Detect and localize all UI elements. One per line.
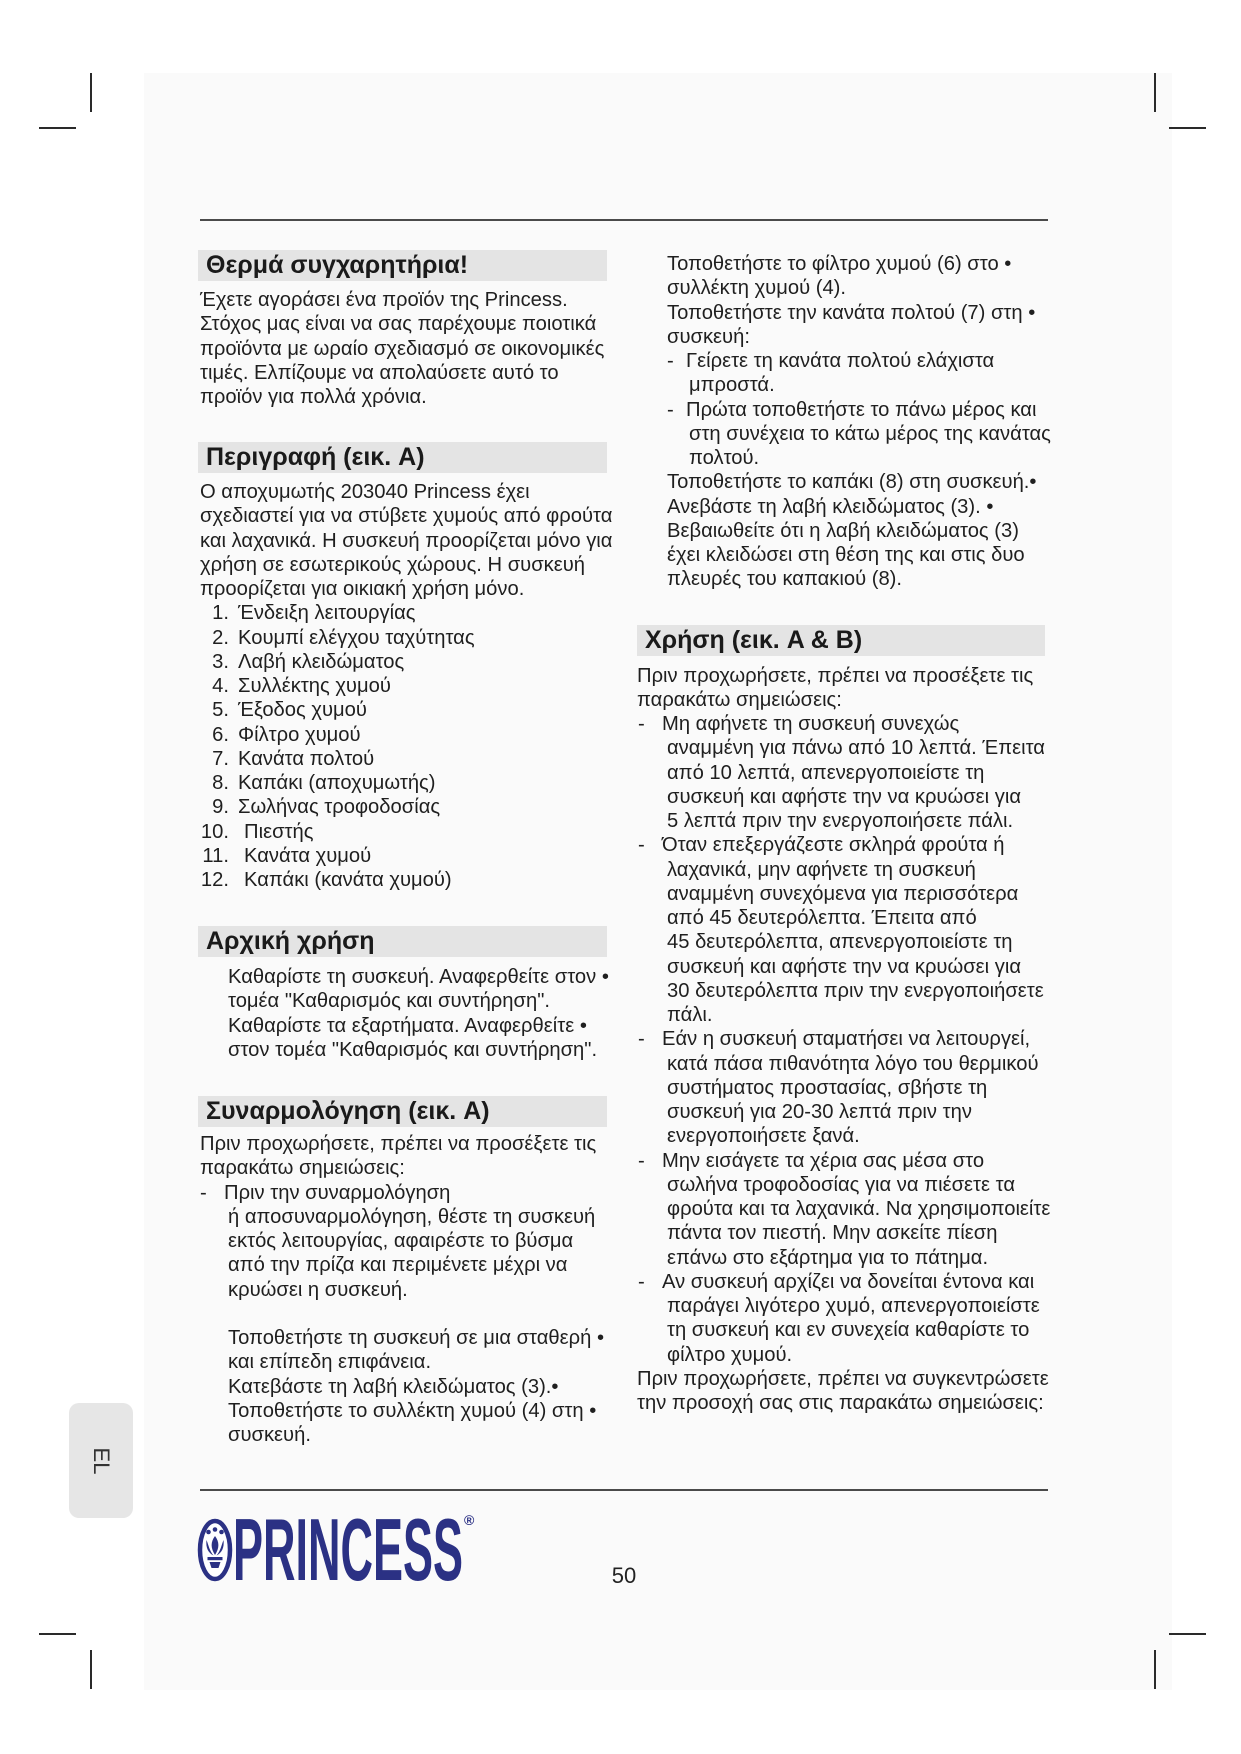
text-line: προϊόντα με ωραίο σχεδιασμό σε οικονομικές [200, 337, 605, 360]
text-line: παρακάτω σημειώσεις: [200, 1157, 405, 1180]
dash-list-item [637, 398, 1051, 422]
top-rule [200, 219, 1048, 221]
text-line: Τοποθετήστε το συλλέκτη χυμού (4) στη • [228, 1399, 597, 1422]
dash-item-text: Αν συσκευή αρχίζει να δονείται έντονα και [662, 1270, 1035, 1293]
assembly-continued-text [637, 252, 1051, 592]
assembly-text [200, 1132, 604, 1447]
part-number: 9. [212, 796, 229, 819]
part-label: Καπάκι (κανάτα χυμού) [244, 869, 452, 891]
text-line: πάντα τον πιεστή. Μην ασκείτε πίεση [667, 1222, 998, 1245]
part-list-item [200, 820, 612, 844]
dash-marker: - [667, 398, 674, 421]
text-line: συλλέκτη χυμού (4). [667, 277, 847, 300]
language-tab [69, 1403, 133, 1518]
text-line: στη συνέχεια το κάτω μέρος της κανάτας [689, 422, 1051, 445]
text-line: συσκευή. [228, 1424, 311, 1446]
section-heading-first-use [198, 926, 607, 957]
language-code: EL [89, 1447, 114, 1474]
part-number: 6. [212, 723, 229, 746]
dash-list-item [637, 349, 1051, 373]
part-label: Φίλτρο χυμού [238, 723, 361, 746]
logo-wordmark-text: PRINCESS [233, 1515, 463, 1585]
dash-item-text: Γείρετε τη κανάτα πολτού ελάχιστα [686, 350, 995, 372]
dash-marker: - [638, 834, 645, 857]
text-line: συσκευή και αφήστε την να κρυώσει για [667, 955, 1022, 978]
text-line: πλευρές του καπακιού (8). [667, 568, 903, 591]
text-line: συστήματος προστασίας, σβήστε τη [667, 1076, 988, 1099]
text-line: Στόχος μας είναι να σας παρέχουμε ποιοτικά [200, 313, 597, 336]
text-line: έχει κλειδώσει στη θέση της και στις δυο [667, 544, 1025, 566]
crop-mark-bottom-right-horizontal [1169, 1633, 1206, 1635]
text-line: Τοποθετήστε την κανάτα πολτού (7) στη • [667, 301, 1036, 324]
text-line: ενεργοποιήσετε ξανά. [667, 1125, 860, 1148]
part-number: 8. [212, 772, 229, 794]
section-heading-assembly [198, 1096, 607, 1127]
text-line: στον τομέα "Καθαρισμός και συντήρηση". [228, 1038, 598, 1061]
part-number: 4. [212, 675, 229, 697]
description-text [200, 480, 612, 892]
part-label: Κανάτα πολτού [238, 747, 375, 770]
crop-mark-top-right-horizontal [1169, 127, 1206, 129]
crop-mark-top-left-horizontal [39, 127, 76, 129]
part-number: 10. [200, 820, 229, 843]
dash-list-item [637, 1149, 1050, 1173]
text-line: συσκευή και αφήστε την να κρυώσει για [667, 785, 1022, 808]
text-line: παρακάτω σημειώσεις: [637, 688, 842, 711]
part-list-item [200, 650, 612, 674]
dash-item-text: Πριν την συναρμολόγηση [224, 1181, 451, 1204]
text-line: Ο αποχυμωτής 203040 Princess έχει [200, 481, 530, 503]
text-line: Καθαρίστε τα εξαρτήματα. Αναφερθείτε • [228, 1014, 587, 1037]
dash-list-item [637, 712, 1050, 736]
heading-text: Θερμά συγχαρητήρια! [206, 251, 469, 279]
dash-list-item [637, 833, 1050, 857]
text-line: κρυώσει η συσκευή. [228, 1278, 408, 1301]
text-line: τη συσκευή και εν συνεχεία καθαρίστε το [667, 1319, 1030, 1342]
text-line: κατά πάσα πιθανότητα λόγο του θερμικού [667, 1052, 1039, 1075]
text-line: Πριν προχωρήσετε, πρέπει να συγκεντρώσετε [637, 1367, 1049, 1390]
text-line: 45 δευτερόλεπτα, απενεργοποιείστε τη [667, 931, 1013, 954]
dash-marker: - [638, 1028, 645, 1051]
heading-text: Χρήση (εικ. A & B) [645, 626, 863, 654]
crop-mark-bottom-left-vertical [90, 1650, 92, 1689]
dash-list-item [637, 1027, 1050, 1051]
dash-marker: - [200, 1181, 207, 1204]
crop-mark-bottom-right-vertical [1154, 1650, 1156, 1689]
text-line: 5 λεπτά πριν την ενεργοποιήσετε πάλι. [667, 810, 1014, 832]
text-line: χρήση σε εσωτερικούς χώρους. Η συσκευή [200, 553, 586, 576]
part-list-item [200, 844, 612, 868]
part-list-item [200, 747, 612, 771]
dash-list-item [200, 1181, 604, 1205]
text-line: την προσοχή σας στις παρακάτω σημειώσεις: [637, 1392, 1044, 1414]
text-line: αναμμένη συνεχόμενα για περισσότερα [667, 882, 1019, 905]
part-list-item [200, 723, 612, 747]
part-list-item [200, 698, 612, 722]
section-heading-description [198, 442, 607, 473]
text-line: από 45 δευτερόλεπτα. Έπειτα από [667, 907, 977, 929]
crop-mark-top-left-vertical [90, 73, 92, 112]
text-line: Πριν προχωρήσετε, πρέπει να προσέξετε τις [637, 664, 1034, 687]
text-line: Βεβαιωθείτε ότι η λαβή κλειδώματος (3) [667, 519, 1019, 542]
dash-marker: - [667, 350, 674, 372]
text-line: φίλτρο χυμού. [667, 1343, 793, 1366]
text-line: τιμές. Ελπίζουμε να απολαύσετε αυτό το [200, 361, 559, 384]
text-line: παράγει λιγότερο χυμό, απενεργοποιείστε [667, 1295, 1040, 1317]
part-number: 3. [212, 650, 229, 673]
text-line: Ανεβάστε τη λαβή κλειδώματος (3). • [667, 495, 994, 518]
congratulations-text [200, 288, 604, 409]
part-label: Συλλέκτης χυμού [238, 675, 391, 697]
part-list-item [200, 771, 612, 795]
part-number: 2. [212, 626, 229, 649]
first-use-text [200, 965, 609, 1062]
text-line: πάλι. [667, 1004, 713, 1026]
part-list-item [200, 795, 612, 819]
page-number: 50 [611, 1563, 637, 1588]
dash-list-item [637, 1270, 1050, 1294]
text-line: από 10 λεπτά, απενεργοποιείστε τη [667, 761, 985, 784]
text-line: πολτού. [689, 447, 760, 469]
text-line: λαχανικά, μην αφήνετε τη συσκευή [667, 858, 976, 881]
text-line: 30 δευτερόλεπτα πριν την ενεργοποιήσετε [667, 979, 1044, 1002]
bottom-rule [200, 1489, 1048, 1491]
text-line: Τοποθετήστε το φίλτρο χυμού (6) στο • [667, 253, 1012, 275]
part-list-item [200, 674, 612, 698]
use-text [637, 664, 1050, 1416]
princess-logo-wordmark [233, 1515, 465, 1585]
dash-marker: - [638, 713, 645, 735]
crop-mark-bottom-left-horizontal [39, 1633, 76, 1635]
registered-mark: ® [464, 1512, 475, 1528]
text-line: Πριν προχωρήσετε, πρέπει να προσέξετε τις [200, 1133, 597, 1155]
text-line: και επίπεδη επιφάνεια. [228, 1351, 432, 1374]
part-list-item [200, 626, 612, 650]
crop-mark-top-right-vertical [1154, 73, 1156, 112]
text-line: σωλήνα τροφοδοσίας για να πιέσετε τα [667, 1173, 1015, 1196]
text-line: τομέα "Καθαρισμός και συντήρηση". [228, 990, 550, 1013]
text-line: Έχετε αγοράσει ένα προϊόν της Princess. [200, 289, 568, 311]
part-number: 1. [212, 602, 229, 625]
part-label: Καπάκι (αποχυμωτής) [238, 772, 436, 794]
part-label: Κανάτα χυμού [244, 844, 372, 867]
heading-text: Συναρμολόγηση (εικ. A) [206, 1097, 490, 1125]
part-label: Έξοδος χυμού [238, 699, 367, 722]
part-label: Ένδειξη λειτουργίας [238, 602, 416, 625]
part-label: Πιεστής [244, 820, 314, 843]
part-number: 7. [212, 747, 229, 770]
text-line: μπροστά. [689, 374, 775, 397]
text-line: προορίζεται για οικιακή χρήση μόνο. [200, 578, 525, 600]
part-label: Κουμπί ελέγχου ταχύτητας [238, 626, 475, 649]
part-list-item [200, 601, 612, 625]
text-line: εκτός λειτουργίας, αφαιρέστε το βύσμα [228, 1230, 574, 1252]
dash-marker: - [638, 1270, 645, 1293]
text-line: Κατεβάστε τη λαβή κλειδώματος (3).• [228, 1375, 559, 1398]
text-line: Τοποθετήστε τη συσκευή σε μια σταθερή • [228, 1327, 605, 1349]
heading-text: Περιγραφή (εικ. A) [206, 443, 425, 471]
text-line: συσκευή: [667, 325, 750, 348]
dash-item-text: Εάν η συσκευή σταματήσει να λειτουργεί, [662, 1028, 1031, 1051]
part-number: 12. [200, 869, 229, 891]
part-number: 5. [212, 699, 229, 722]
part-label: Λαβή κλειδώματος [238, 650, 405, 673]
text-line: προϊόν για πολλά χρόνια. [200, 386, 427, 408]
part-label: Σωλήνας τροφοδοσίας [238, 796, 441, 819]
text-line: και λαχανικά. Η συσκευή προορίζεται μόνο για [200, 529, 613, 552]
dash-marker: - [638, 1149, 645, 1172]
text-line: Καθαρίστε τη συσκευή. Αναφερθείτε στον • [228, 966, 609, 988]
text-line: συσκευή για 20-30 λεπτά πριν την [667, 1101, 972, 1123]
text-line: Τοποθετήστε το καπάκι (8) στη συσκευή.• [667, 471, 1037, 494]
part-number: 11. [202, 844, 229, 867]
dash-item-text: Μη αφήνετε τη συσκευή συνεχώς [662, 713, 960, 735]
part-list-item [200, 868, 612, 892]
dash-item-text: Όταν επεξεργάζεστε σκληρά φρούτα ή [662, 834, 1005, 857]
text-line: σχεδιαστεί για να στύβετε χυμούς από φρούτα [200, 505, 613, 528]
text-line: αναμμένη για πάνω από 10 λεπτά. Έπειτα [667, 737, 1045, 760]
text-line: ή αποσυναρμολόγηση, θέστε τη συσκευή [228, 1205, 596, 1228]
dash-item-text: Μην εισάγετε τα χέρια σας μέσα στο [662, 1149, 985, 1172]
section-heading-congratulations [198, 250, 607, 281]
text-line: επάνω στο εξάρτημα για το πάτημα. [667, 1246, 989, 1269]
heading-text: Αρχική χρήση [206, 927, 375, 955]
text-line: φρούτα και τα λαχανικά. Να χρησιμοποιείτε [667, 1198, 1051, 1220]
text-line: από την πρίζα και περιμένετε μέχρι να [228, 1254, 568, 1277]
section-heading-use [637, 625, 1045, 656]
princess-logo-emblem-icon [197, 1517, 233, 1583]
blank-line [200, 1302, 604, 1326]
dash-item-text: Πρώτα τοποθετήστε το πάνω μέρος και [686, 398, 1037, 421]
